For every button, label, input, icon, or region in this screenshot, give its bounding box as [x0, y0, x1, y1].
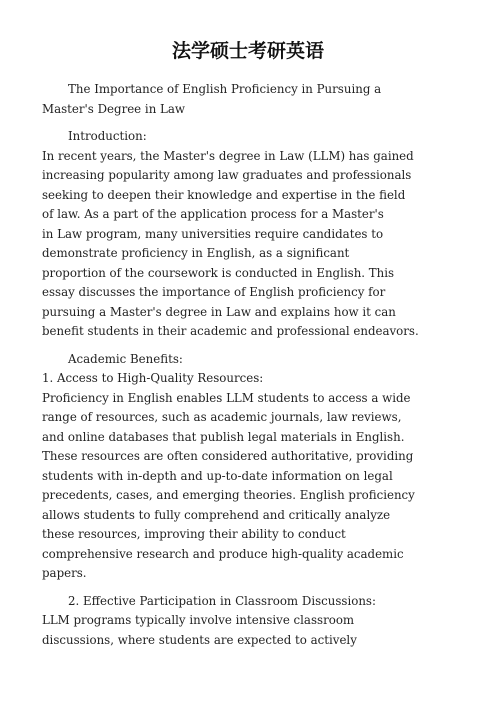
item2-line: LLM programs typically involve intensive classroom [42, 613, 355, 627]
item1-heading: 1. Access to High-Quality Resources: [42, 371, 264, 385]
item1-line: comprehensive research and produce high-quality academic [42, 546, 404, 561]
intro-line: In recent years, the Master's degree in Law (LLM) has gained [42, 148, 414, 163]
item1-line: and online databases that publish legal materials in English. [42, 429, 405, 444]
intro-line: seeking to deepen their knowledge and expertise in the field [42, 187, 406, 202]
intro-line: in Law program, many universities require candidates to [42, 226, 384, 241]
item2-line: discussions, where students are expected to actively [42, 632, 357, 647]
subtitle-line: The Importance of English Proficiency in Pursuing a [68, 82, 382, 96]
item1-line: range of resources, such as academic journals, law reviews, [42, 410, 402, 424]
document-body [42, 80, 466, 650]
intro-line: benefit students in their academic and professional endeavors. [42, 324, 419, 338]
intro-line: of law. As a part of the application process for a Master's [42, 207, 384, 221]
introduction-heading: Introduction: [68, 129, 147, 143]
item1-line: allows students to fully comprehend and critically analyze [42, 507, 391, 522]
intro-line: demonstrate proficiency in English, as a significant [42, 246, 350, 260]
item1-line: These resources are often considered authoritative, providing [42, 449, 414, 463]
item2-heading: 2. Effective Participation in Classroom Discussions: [68, 593, 376, 608]
item1-line: these resources, improving their ability to conduct [42, 527, 346, 541]
intro-line: increasing popularity among law graduates and professionals [42, 168, 412, 182]
academic-benefits-heading: Academic Benefits: [68, 351, 183, 366]
subtitle-line: Master's Degree in Law [42, 101, 186, 116]
intro-line: pursuing a Master's degree in Law and explains how it can [42, 304, 396, 319]
document-title: 法学硕士考研英语 [171, 40, 324, 62]
intro-line: proportion of the coursework is conducted in English. This [42, 265, 395, 280]
item1-line: precedents, cases, and emerging theories. English proficiency [42, 488, 415, 502]
intro-line: essay discusses the importance of English proficiency for [42, 285, 386, 299]
item1-line: students with in-depth and up-to-date information on legal [42, 468, 393, 483]
item1-line: Proficiency in English enables LLM students to access a wide [42, 390, 411, 405]
item1-line: papers. [42, 566, 87, 580]
